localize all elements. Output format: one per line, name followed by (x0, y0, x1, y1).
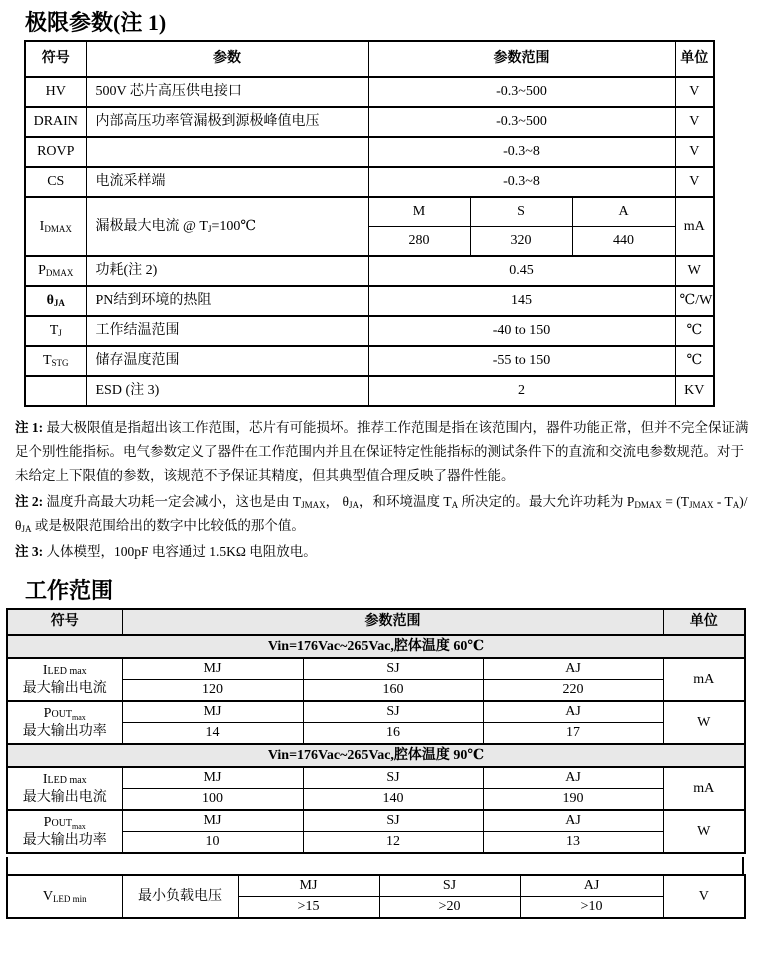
notes-block (15, 416, 755, 566)
cell-value-sj: 16 (303, 723, 483, 745)
cell-grade-aj: AJ (483, 658, 663, 680)
cell-value-aj: 220 (483, 680, 663, 702)
cell-unit: mA (663, 658, 745, 701)
condition-row-90c (7, 744, 745, 767)
cell-grade-mj: MJ (122, 658, 303, 680)
cell-value-mj: 10 (122, 832, 303, 854)
cell-param: PN结到环境的热阻 (86, 286, 368, 316)
vled-min-table (6, 874, 746, 919)
cell-symbol: CS (25, 167, 86, 197)
limits-section-title: 极限参数(注 1) (25, 10, 167, 35)
cell-value-aj: 13 (483, 832, 663, 854)
cell-label: 最大输出电流 (22, 680, 107, 696)
cell-grade-mj: MJ (122, 767, 303, 789)
table-row-pout-90-grades (7, 810, 745, 832)
cell-value-a: 440 (572, 227, 675, 257)
cell-symbol: $POUT_{max}$ 最大输出功率 (7, 810, 122, 853)
operating-header-row (7, 609, 745, 635)
cell-value-mj: 100 (122, 789, 303, 811)
cell-value-s: 320 (470, 227, 572, 257)
table-row-theta-ja (25, 286, 714, 316)
note-2: 注 2: 温度升高最大功耗一定会减小，这也是由 $T_{JMAX}$， $\theta_{JA}$，和环境温度 $T_A$ 所决定的。最大允许功耗为 $P_{DMAX} = (T_{JMAX} - T_A)/$ $\theta_{JA}$ 或是极限范围给出的数字中比较低的那个值。 (15, 494, 748, 534)
cell-grade-a: A (572, 197, 675, 227)
cell-grade-mj: MJ (238, 875, 379, 897)
cell-param (86, 137, 368, 167)
condition-row-60c (7, 635, 745, 658)
cell-value-aj: 17 (483, 723, 663, 745)
cell-value-mj: >15 (238, 897, 379, 919)
cell-grade-mj: MJ (122, 810, 303, 832)
cell-unit: V (675, 77, 714, 107)
cell-label: 最大输出功率 (22, 723, 107, 739)
cell-unit: W (663, 701, 745, 744)
operating-table (6, 608, 746, 854)
table-gap-row (6, 857, 744, 874)
note-3 (15, 540, 755, 564)
cell-range: -0.3~8 (368, 167, 675, 197)
cell-param: ESD (注 3) (86, 376, 368, 406)
cell-unit: V (675, 137, 714, 167)
table-row-esd (25, 376, 714, 406)
table-row-iled-90-grades (7, 767, 745, 789)
table-row-drain (25, 107, 714, 137)
operating-section-title: 工作范围 (25, 578, 114, 603)
table-row-tj (25, 316, 714, 346)
cell-symbol: $V_{LED min}$ (7, 875, 122, 918)
table-row-tstg (25, 346, 714, 376)
cell-range: -0.3~500 (368, 107, 675, 137)
table-row-pout-60-grades (7, 701, 745, 723)
cell-unit: mA (675, 197, 714, 256)
cell-grade-sj: SJ (303, 767, 483, 789)
cell-symbol: HV (25, 77, 86, 107)
cell-value-sj: 140 (303, 789, 483, 811)
note-2-label: 注 2: (15, 494, 44, 509)
note-1-text: 最大极限值是指超出该工作范围，芯片有可能损坏。推荐工作范围是指在该范围内，器件功能正常，但并不完全保证满足个别性能指标。电气参数定义了器件在工作范围内并且在保证特定性能指标的测试条件下的直流和交流电参数规范。对于未给定上下限值的参数，该规范不予保证其精度，但其典型值合理反映了器件性能。 (15, 420, 749, 483)
operating-header-unit: 单位 (663, 609, 745, 635)
cell-grade-sj: SJ (379, 875, 520, 897)
cell-grade-sj: SJ (303, 658, 483, 680)
limits-header-unit: 单位 (675, 41, 714, 77)
cell-unit: W (675, 256, 714, 286)
cell-range: -40 to 150 (368, 316, 675, 346)
cell-grade-sj: SJ (303, 701, 483, 723)
cell-unit: KV (675, 376, 714, 406)
cell-unit: mA (663, 767, 745, 810)
limits-header-range: 参数范围 (368, 41, 675, 77)
cell-grade-s: S (470, 197, 572, 227)
cell-grade-sj: SJ (303, 810, 483, 832)
limits-header-symbol: 符号 (25, 41, 86, 77)
limits-header-param: 参数 (86, 41, 368, 77)
note-1-label: 注 1: (15, 420, 44, 435)
cell-grade-mj: MJ (122, 701, 303, 723)
cell-unit: ℃/W (675, 286, 714, 316)
cell-value-sj: 160 (303, 680, 483, 702)
cell-value-mj: 120 (122, 680, 303, 702)
cell-symbol: $T_J$ (25, 316, 86, 346)
condition-text: Vin=176Vac~265Vac,腔体温度 90℃ (7, 744, 745, 767)
limits-table (24, 40, 715, 407)
table-row-iled-60-grades (7, 658, 745, 680)
cell-param: 最小负载电压 (122, 875, 238, 918)
condition-text: Vin=176Vac~265Vac,腔体温度 60℃ (7, 635, 745, 658)
cell-value-sj: >20 (379, 897, 520, 919)
table-row-hv (25, 77, 714, 107)
cell-param: 500V 芯片高压供电接口 (86, 77, 368, 107)
table-row-vled-grades (7, 875, 745, 897)
cell-label: 最大输出电流 (22, 789, 107, 805)
cell-symbol: ILED max 最大输出电流 (7, 767, 122, 810)
cell-symbol (25, 376, 86, 406)
cell-range: 2 (368, 376, 675, 406)
cell-unit: V (675, 167, 714, 197)
cell-unit: V (663, 875, 745, 918)
limits-header-row (25, 41, 714, 77)
cell-value-aj: >10 (520, 897, 663, 919)
cell-unit: ℃ (675, 346, 714, 376)
cell-symbol: $I_{DMAX}$ (25, 197, 86, 256)
cell-value-mj: 14 (122, 723, 303, 745)
cell-symbol: ROVP (25, 137, 86, 167)
cell-value-sj: 12 (303, 832, 483, 854)
cell-value-aj: 190 (483, 789, 663, 811)
cell-grade-aj: AJ (520, 875, 663, 897)
cell-param: 内部高压功率管漏极到源极峰值电压 (86, 107, 368, 137)
cell-symbol: ILED max 最大输出电流 (7, 658, 122, 701)
cell-param: 功耗(注 2) (86, 256, 368, 286)
cell-symbol: $POUT_{max}$ 最大输出功率 (7, 701, 122, 744)
table-row-pdmax (25, 256, 714, 286)
symbol-subscript: DMAX (44, 223, 72, 234)
table-row-rovp (25, 137, 714, 167)
cell-unit: ℃ (675, 316, 714, 346)
note-1 (15, 416, 755, 488)
operating-header-symbol: 符号 (7, 609, 122, 635)
cell-range: -0.3~8 (368, 137, 675, 167)
cell-range: -0.3~500 (368, 77, 675, 107)
cell-symbol: $T_{STG}$ (25, 346, 86, 376)
note-3-text: 人体模型，100pF 电容通过 1.5KΩ 电阻放电。 (46, 544, 317, 559)
cell-range: 0.45 (368, 256, 675, 286)
cell-param: 漏极最大电流 @ $T_J=100℃$ (86, 197, 368, 256)
cell-symbol: DRAIN (25, 107, 86, 137)
table-row-cs (25, 167, 714, 197)
cell-symbol: $P_{DMAX}$ (25, 256, 86, 286)
cell-value-m: 280 (368, 227, 470, 257)
note-3-label: 注 3: (15, 544, 44, 559)
cell-param: 储存温度范围 (86, 346, 368, 376)
cell-range: 145 (368, 286, 675, 316)
cell-param: 工作结温范围 (86, 316, 368, 346)
cell-grade-aj: AJ (483, 767, 663, 789)
cell-label: 最大输出功率 (22, 832, 107, 848)
cell-grade-aj: AJ (483, 701, 663, 723)
cell-grade-aj: AJ (483, 810, 663, 832)
operating-header-range: 参数范围 (122, 609, 663, 635)
table-row-idmax-grades (25, 197, 714, 227)
cell-unit: V (675, 107, 714, 137)
cell-unit: W (663, 810, 745, 853)
cell-symbol: $\theta_{JA}$ (25, 286, 86, 316)
cell-range: -55 to 150 (368, 346, 675, 376)
cell-grade-m: M (368, 197, 470, 227)
cell-param: 电流采样端 (86, 167, 368, 197)
